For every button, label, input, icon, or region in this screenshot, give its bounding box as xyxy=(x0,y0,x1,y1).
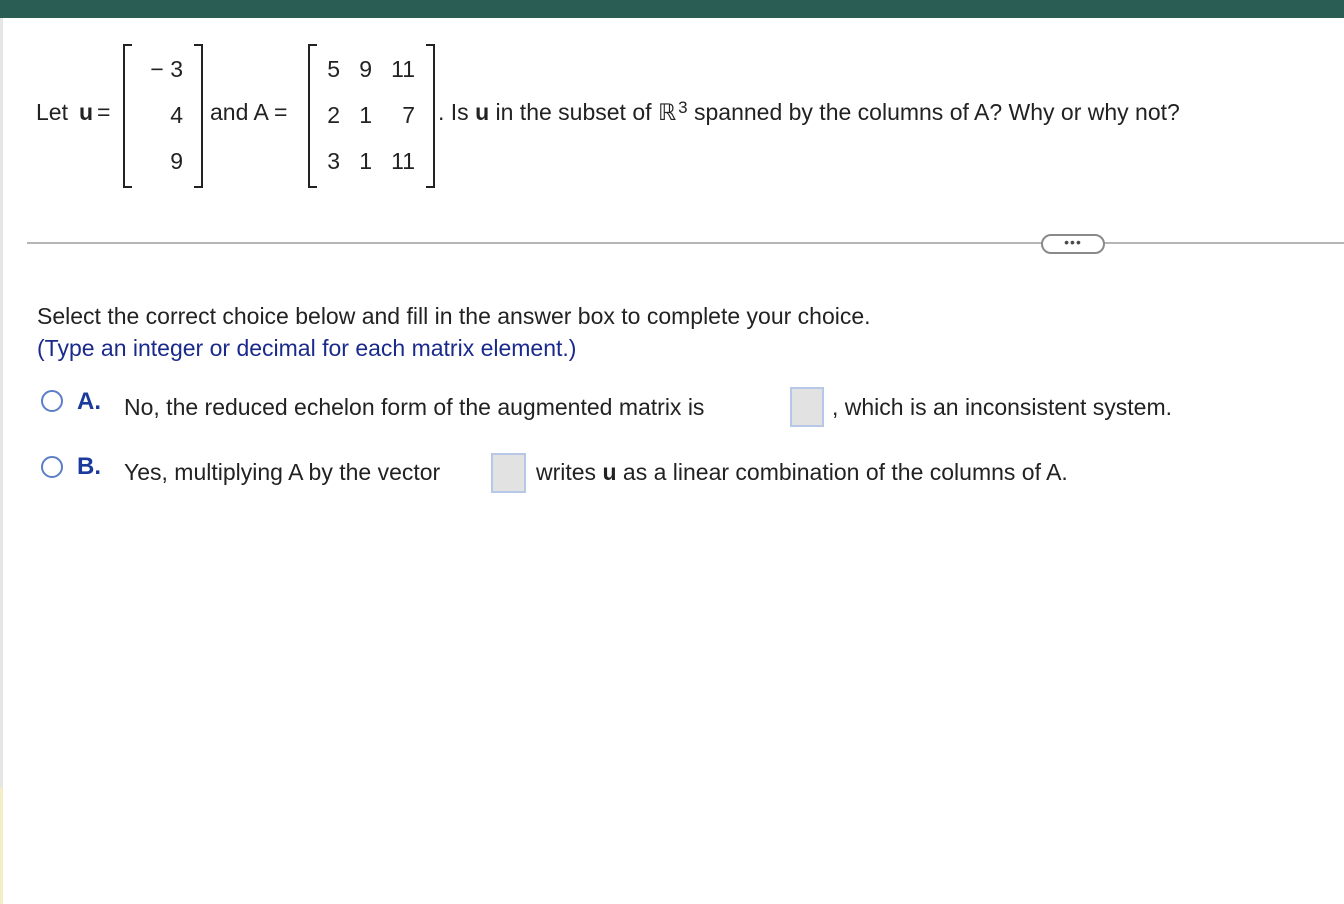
vector-u-right-bracket xyxy=(194,44,203,188)
question-u: u xyxy=(475,99,490,125)
left-border xyxy=(0,18,3,904)
matrix-a-left-bracket xyxy=(308,44,317,188)
question-part-3: spanned by the columns of A? Why or why not? xyxy=(693,99,1180,125)
choice-a-radio[interactable] xyxy=(41,390,63,412)
hint-text: (Type an integer or decimal for each matrix element.) xyxy=(37,335,577,361)
and-a-label: and A = xyxy=(210,99,288,125)
choice-b-answer-box[interactable] xyxy=(491,453,526,493)
vector-u-entry-1: − 3 xyxy=(150,56,183,82)
choice-a-text-after: , which is an inconsistent system. xyxy=(832,394,1173,420)
question-part-1: . Is xyxy=(438,99,469,125)
instructions: Select the correct choice below and fill in the answer box to complete your choice. xyxy=(37,303,871,329)
question-part-2: in the subset of xyxy=(495,99,652,125)
matrix-a-r3c1: 3 xyxy=(327,148,340,174)
matrix-a-r3c3: 11 xyxy=(391,148,415,174)
u-symbol: u xyxy=(79,99,94,125)
matrix-a-r1c2: 9 xyxy=(359,56,372,82)
choice-b-u: u xyxy=(602,459,617,485)
top-bar xyxy=(0,0,1344,18)
let-label: Let xyxy=(36,99,68,125)
matrix-a-r2c2: 1 xyxy=(359,102,372,128)
vector-u-entry-2: 4 xyxy=(170,102,183,128)
choice-a-answer-box[interactable] xyxy=(790,387,824,427)
divider xyxy=(27,242,1344,244)
matrix-a-right-bracket xyxy=(426,44,435,188)
real-space-exponent: 3 xyxy=(678,98,688,117)
matrix-a-r2c3: 7 xyxy=(402,102,415,128)
choice-a-letter: A. xyxy=(77,388,101,415)
choice-b-text-after-box xyxy=(536,458,1068,486)
choice-b-radio[interactable] xyxy=(41,456,63,478)
choice-b-letter: B. xyxy=(77,453,101,480)
matrix-a-r1c1: 5 xyxy=(327,56,340,82)
question-text xyxy=(438,98,1180,127)
choice-b-text-before: Yes, multiplying A by the vector xyxy=(124,459,441,485)
more-options-button[interactable]: ••• xyxy=(1041,234,1105,254)
vector-u-entry-3: 9 xyxy=(170,148,183,174)
matrix-a-r2c1: 2 xyxy=(327,102,340,128)
matrix-a-r3c2: 1 xyxy=(359,148,372,174)
matrix-a-r1c3: 11 xyxy=(391,56,415,82)
real-space-symbol: ℝ xyxy=(657,100,677,126)
left-border-accent xyxy=(0,788,3,904)
u-equals: = xyxy=(97,99,111,125)
choice-b-text-after: as a linear combination of the columns of A. xyxy=(622,459,1068,485)
choice-b-text-mid: writes xyxy=(536,459,597,485)
vector-u-left-bracket xyxy=(123,44,132,188)
choice-a-text-before: No, the reduced echelon form of the augmented matrix is xyxy=(124,394,705,420)
